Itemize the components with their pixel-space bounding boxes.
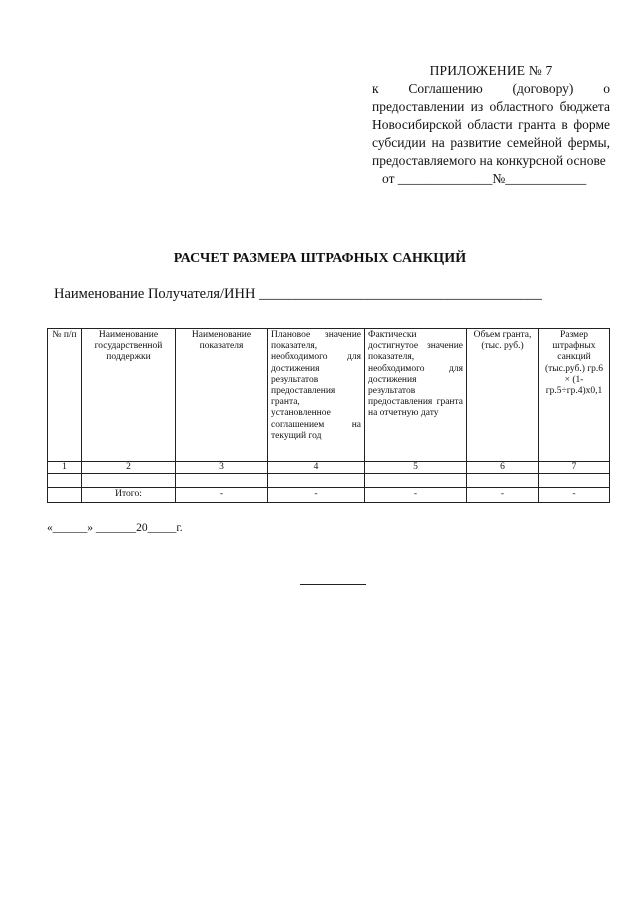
header-actual-value: Фактически достигнутое значение показателя, необходимого для достижения результатов предоставления гранта на отчетную дату	[365, 329, 467, 462]
column-number: 6	[467, 462, 539, 474]
total-label: Итого:	[82, 488, 176, 503]
column-number: 4	[268, 462, 365, 474]
column-number-row	[48, 462, 610, 474]
column-number: 7	[539, 462, 610, 474]
appendix-text: к Соглашению (договору) о предоставлении из областного бюджета Новосибирской области гранта в форме субсидии на развитие семейной фермы, предоставляемого на конкурсной основе	[372, 81, 610, 168]
document-title: РАСЧЕТ РАЗМЕРА ШТРАФНЫХ САНКЦИЙ	[173, 251, 467, 266]
total-row	[48, 488, 610, 503]
header-planned-value: Плановое значение показателя, необходимого для достижения результатов предоставления гранта, установленное соглашением на текущий год	[268, 329, 365, 462]
sanctions-table	[47, 328, 610, 503]
appendix-date-number-line: от ______________№____________	[382, 171, 587, 186]
table-cell	[48, 488, 82, 503]
column-number: 5	[365, 462, 467, 474]
column-number: 2	[82, 462, 176, 474]
total-value: -	[365, 488, 467, 503]
total-value: -	[539, 488, 610, 503]
table-row	[48, 474, 610, 488]
appendix-title: ПРИЛОЖЕНИЕ № 7	[429, 63, 553, 78]
date-line: «______» _______20_____г.	[47, 522, 183, 534]
header-penalty-amount: Размер штрафных санкций (тыс.руб.) гр.6 × (1-гр.5÷гр.4)х0,1	[539, 329, 610, 462]
column-number: 3	[176, 462, 268, 474]
recipient-line: Наименование Получателя/ИНН _______________________________________	[54, 286, 542, 302]
signature-divider	[300, 584, 366, 585]
column-number: 1	[48, 462, 82, 474]
table-cell	[365, 474, 467, 488]
table-cell	[268, 474, 365, 488]
table-cell	[82, 474, 176, 488]
table-header-row	[48, 329, 610, 462]
total-value: -	[176, 488, 268, 503]
header-row-number: № п/п	[48, 329, 82, 462]
table-cell	[539, 474, 610, 488]
header-indicator-name: Наименование показателя	[176, 329, 268, 462]
appendix-block	[372, 62, 610, 188]
table-cell	[48, 474, 82, 488]
header-grant-amount: Объем гранта, (тыс. руб.)	[467, 329, 539, 462]
total-value: -	[467, 488, 539, 503]
header-support-name: Наименование государственной поддержки	[82, 329, 176, 462]
table-cell	[176, 474, 268, 488]
table-cell	[467, 474, 539, 488]
total-value: -	[268, 488, 365, 503]
